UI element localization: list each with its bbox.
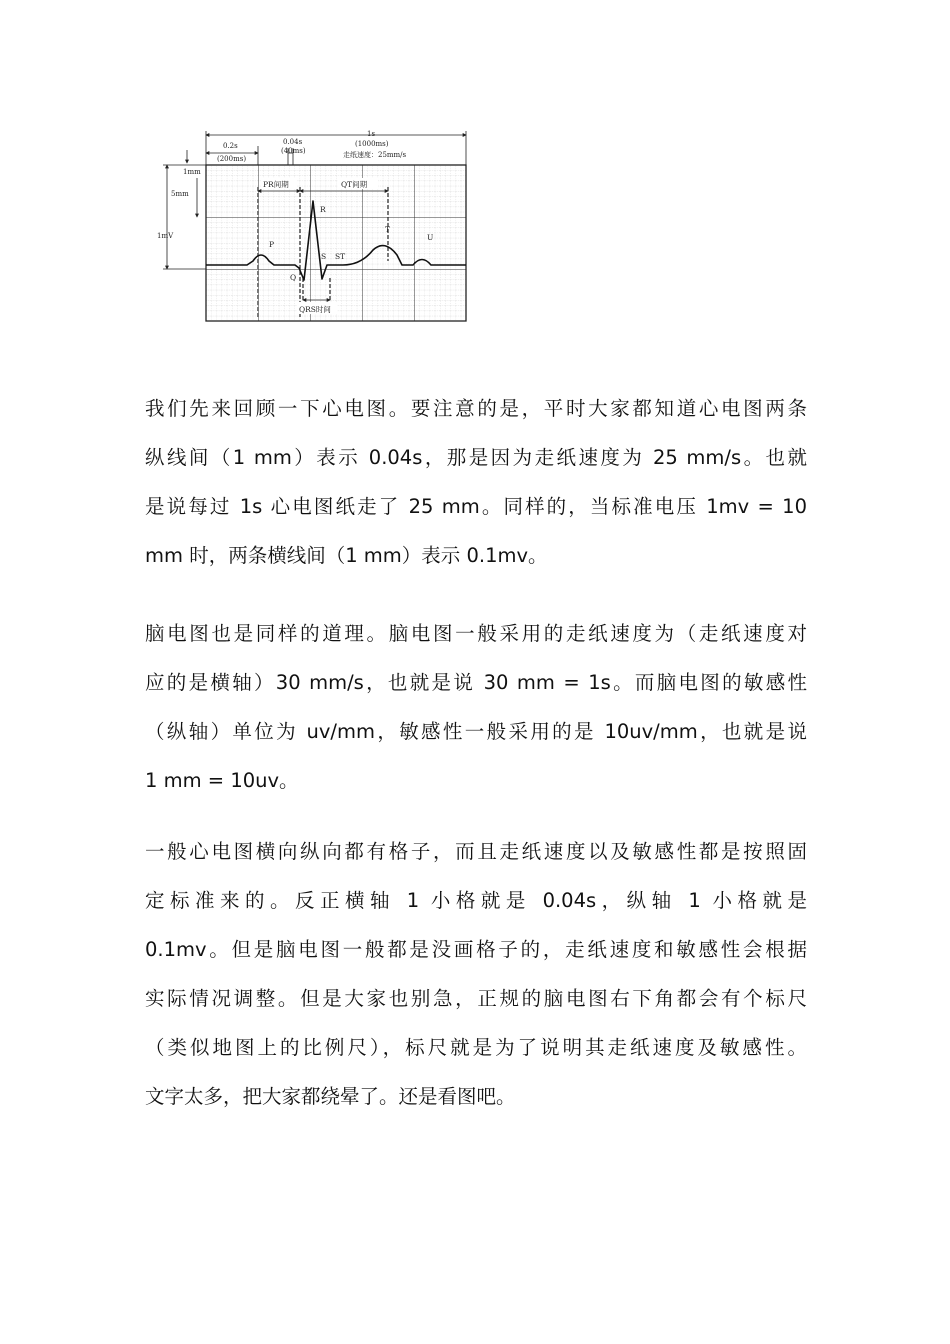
paragraph-eeg-scale <box>145 609 807 805</box>
label-u-wave: U <box>427 233 434 242</box>
text-line: （纵轴）单位为 uv/mm，敏感性一般采用的是 10uv/mm，也就是说 <box>145 720 807 743</box>
label-1mv: 1mV <box>157 232 174 240</box>
label-02s: 0.2s <box>223 142 238 150</box>
label-pr-interval: PR间期 <box>263 180 289 189</box>
label-qrs-duration: QRS时间 <box>299 305 331 314</box>
label-004s: 0.04s <box>283 138 303 146</box>
text-line: （类似地图上的比例尺），标尺就是为了说明其走纸速度及敏感性。 <box>145 1036 807 1059</box>
text-line: 1 mm = 10uv。 <box>145 769 299 792</box>
label-q-wave: Q <box>290 273 297 282</box>
label-200ms: (200ms) <box>217 155 247 163</box>
text-line: 脑电图也是同样的道理。脑电图一般采用的走纸速度为（走纸速度对 <box>145 622 807 645</box>
text-line: 实际情况调整。但是大家也别急，正规的脑电图右下角都会有个标尺 <box>145 987 807 1010</box>
label-1mm: 1mm <box>183 168 201 176</box>
label-qt-interval: QT间期 <box>341 180 368 189</box>
text-line: 文字太多，把大家都绕晕了。还是看图吧。 <box>145 1085 516 1108</box>
label-1000ms: (1000ms) <box>355 140 389 148</box>
text-line: 0.1mv。但是脑电图一般都是没画格子的，走纸速度和敏感性会根据 <box>145 938 807 961</box>
label-5mm: 5mm <box>171 190 189 198</box>
label-p-wave: P <box>269 240 275 249</box>
text-line: 是说每过 1s 心电图纸走了 25 mm。同样的，当标准电压 1mv = 10 <box>145 495 807 518</box>
label-r-wave: R <box>320 205 326 214</box>
label-t-wave: T <box>385 225 391 234</box>
label-speed: 走纸速度：25mm/s <box>343 151 407 159</box>
text-line: 纵线间（1 mm）表示 0.04s，那是因为走纸速度为 25 mm/s。也就 <box>145 446 807 469</box>
text-line: 定标准来的。反正横轴 1 小格就是 0.04s，纵轴 1 小格就是 <box>145 889 807 912</box>
ecg-figure <box>155 128 475 328</box>
paragraph-grid-explanation <box>145 827 807 1121</box>
text-line: mm 时，两条横线间（1 mm）表示 0.1mv。 <box>145 544 548 567</box>
label-st-segment: ST <box>335 252 346 261</box>
text-line: 应的是横轴）30 mm/s，也就是说 30 mm = 1s。而脑电图的敏感性 <box>145 671 807 694</box>
grid-major <box>206 165 466 321</box>
label-40ms: (40ms) <box>281 147 306 155</box>
text-line: 我们先来回顾一下心电图。要注意的是，平时大家都知道心电图两条 <box>145 397 807 420</box>
paragraph-ecg-review <box>145 384 807 580</box>
label-1s: 1s <box>367 130 376 138</box>
ecg-diagram <box>155 128 475 328</box>
text-line: 一般心电图横向纵向都有格子，而且走纸速度以及敏感性都是按照固 <box>145 840 807 863</box>
label-s-wave: S <box>321 252 327 261</box>
